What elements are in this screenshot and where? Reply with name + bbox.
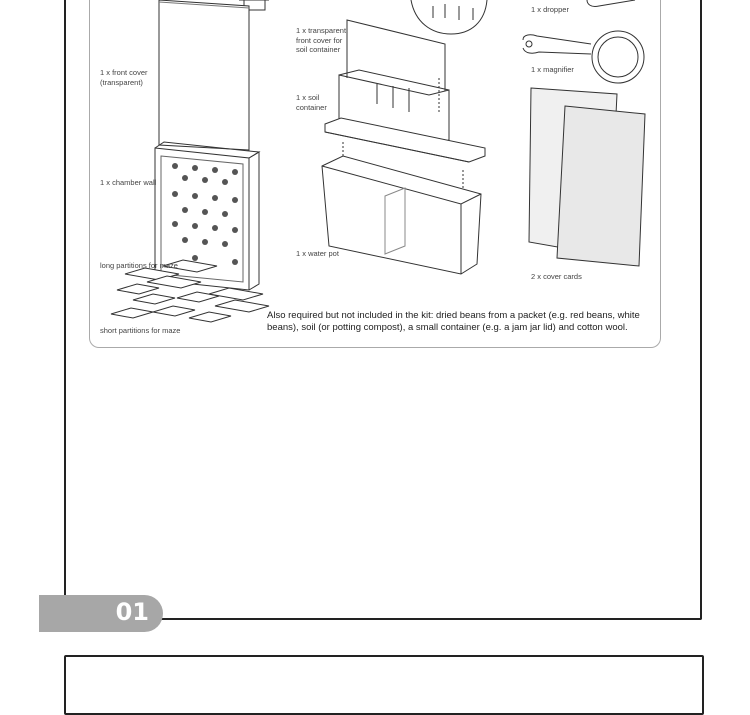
short-partitions-label: short partitions for maze	[100, 326, 181, 335]
dropper-label: 1 x dropper	[531, 5, 569, 14]
page-number: 01	[115, 598, 149, 626]
water-pot-label: 1 x water pot	[296, 249, 339, 258]
page-number-tab	[39, 595, 163, 632]
front-cover-illustration	[159, 0, 269, 150]
kit-contents-illustration	[89, 0, 661, 348]
magnifier-illustration	[523, 31, 644, 83]
long-partitions-label: long partitions for maze	[100, 261, 178, 270]
dropper-illustration	[587, 0, 635, 7]
additional-materials-note: Also required but not included in the kit: dried beans from a packet (e.g. red beans, white beans), soil (or potting compost), a small container (e.g. a jam jar lid) and cotton wool.	[267, 310, 640, 333]
beans-detail-illustration	[411, 0, 487, 34]
water-pot-illustration	[322, 156, 481, 274]
chamber-wall-label: 1 x chamber wall	[100, 178, 157, 187]
next-page-frame	[64, 655, 704, 715]
transparent-cover-label: 1 x transparent front cover for soil container	[296, 26, 347, 54]
cover-cards-label: 2 x cover cards	[531, 272, 582, 281]
cover-cards-illustration	[529, 88, 645, 266]
front-cover-label: 1 x front cover (transparent)	[100, 68, 148, 87]
soil-container-label: 1 x soil container	[296, 93, 327, 112]
magnifier-label: 1 x magnifier	[531, 65, 574, 74]
